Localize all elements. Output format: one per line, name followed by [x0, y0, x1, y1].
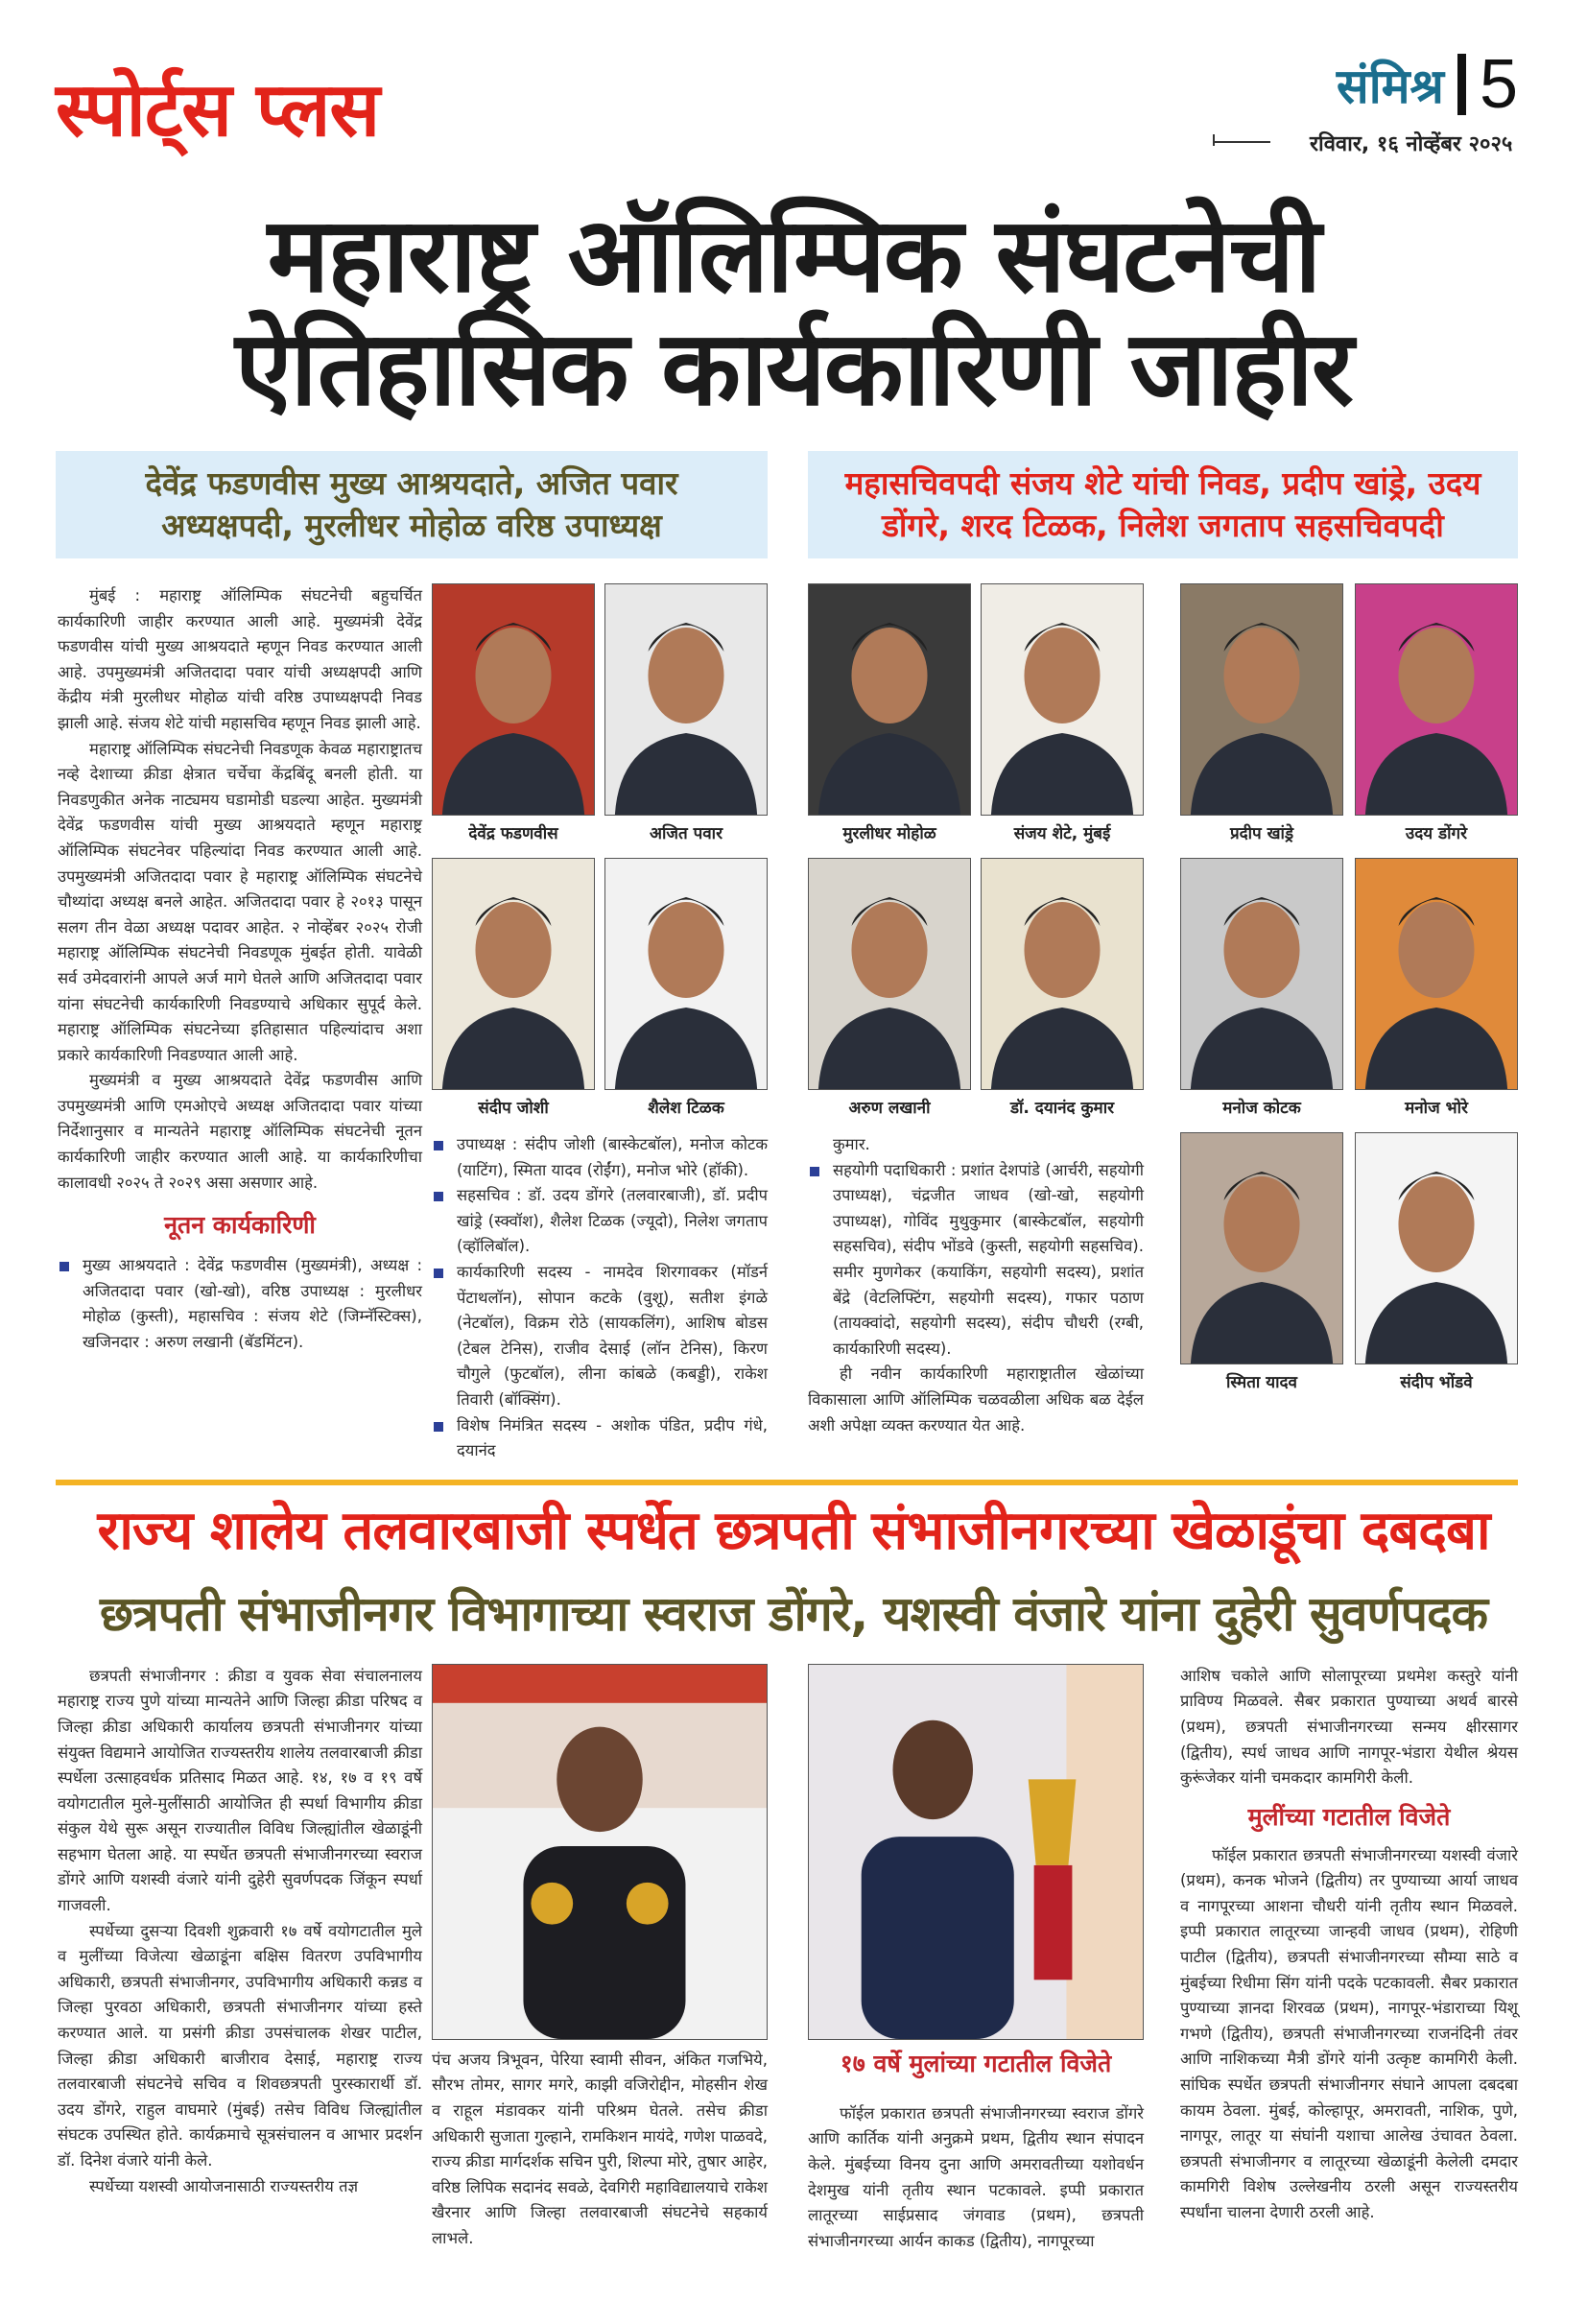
- bullet-item: सहसचिव : डॉ. उदय डोंगरे (तलवारबाजी), डॉ. प्रदीप खांड्रे (स्क्वॉश), शैलेश टिळक (ज्यूदो), निलेश जगताप (व्हॉलिबॉल).: [432, 1183, 768, 1260]
- subhead-right-box: [808, 451, 1518, 558]
- person-silhouette-icon: [605, 859, 767, 1089]
- bullet-item: मुख्य आश्रयदाते : देवेंद्र फडणवीस (मुख्यमंत्री), अध्यक्ष : अजितदादा पवार (खो-खो), वरिष्ठ उपाध्यक्ष : मुरलीधर मोहोळ (कुस्ती), महासचिव : संजय शेटे (जिम्नॅस्टिक्स), खजिनदार : अरुण लखानी (बॅडमिंटन).: [58, 1253, 422, 1355]
- person-silhouette-icon: [433, 859, 594, 1089]
- paragraph: फॉईल प्रकारात छत्रपती संभाजीनगरच्या स्वराज डोंगरे आणि कार्तिक यांनी अनुक्रमे प्रथम, द्वितीय स्थान संपादन केले. मुंबईच्या विनय दुना आणि अमरावतीच्या यशोवर्धन देशमुख यांनी तृतीय स्थान पटकावले. इप्पी प्रकारात लातूरच्या साईप्रसाद जंगवाड (प्रथम), छत्रपती संभाजीनगरच्या आर्यन काकड (द्वितीय), नागपूरच्या: [808, 2103, 1144, 2250]
- photo-row: [1180, 583, 1518, 844]
- portrait-photo: [1355, 1132, 1518, 1364]
- photo-group: [432, 583, 768, 1119]
- photo-caption: अरुण लखानी: [848, 1099, 931, 1118]
- bullet-item: विशेष निमंत्रित सदस्य - अशोक पंडित, प्रदीप गंधे, दयानंद: [432, 1413, 768, 1464]
- section-divider: [1457, 54, 1466, 115]
- person-silhouette-icon: [605, 584, 767, 815]
- portrait-photo: [1180, 583, 1343, 816]
- person-silhouette-icon: [982, 584, 1143, 815]
- photo-caption: देवेंद्र फडणवीस: [468, 824, 558, 843]
- page-number: 5: [1479, 46, 1518, 123]
- photo-row: [1180, 1132, 1518, 1393]
- story2-column-3-text: [808, 2101, 1144, 2255]
- masthead-title: स्पोर्ट्स प्लस: [56, 67, 380, 154]
- portrait-photo: [981, 583, 1144, 816]
- portrait: [808, 858, 971, 1119]
- section-label: [1337, 46, 1518, 123]
- photo-caption: डॉ. दयानंद कुमार: [1009, 1099, 1115, 1118]
- portrait-photo: [1180, 858, 1343, 1090]
- closing-paragraph: ही नवीन कार्यकारिणी महाराष्ट्रातील खेळांच्या विकासाला आणि ऑलिम्पिक चळवळीला अधिक बळ देईल अशी अपेक्षा व्यक्त करण्यात येत आहे.: [808, 1364, 1144, 1435]
- portrait-photo: [604, 583, 768, 816]
- portrait-photo: [1180, 1132, 1343, 1364]
- portrait: [1355, 858, 1518, 1119]
- portrait: [1355, 1132, 1518, 1393]
- main-headline-line2: ऐतिहासिक कार्यकारिणी जाहीर: [235, 309, 1352, 429]
- story1-body: [58, 583, 1587, 1464]
- story2-column-1: [58, 1664, 422, 2199]
- person-silhouette-icon: [809, 859, 970, 1089]
- photo-row: [808, 583, 1144, 844]
- photo-group: [808, 583, 1144, 1119]
- photo-caption: संजय शेटे, मुंबई: [1013, 824, 1111, 843]
- photo-caption: शैलेश टिळक: [648, 1099, 724, 1118]
- paragraph: छत्रपती संभाजीनगर : क्रीडा व युवक सेवा संचालनालय महाराष्ट्र राज्य पुणे यांच्या मान्यतेने आणि जिल्हा क्रीडा परिषद व जिल्हा क्रीडा अधिकारी कार्यालय छत्रपती संभाजीनगर यांच्या संयुक्त विद्यमाने आयोजित राज्यस्तरीय शालेय तलवारबाजी क्रीडा स्पर्धेला उत्साहवर्धक प्रतिसाद मिळत आहे. १४, १७ व १९ वर्षे वयोगटातील मुले-मुलींसाठी आयोजित ही स्पर्धा विभागीय क्रीडा संकुल येथे सुरू असून राज्यातील विविध जिल्ह्यांतील खेळाडूंनी सहभाग घेतला आहे. या स्पर्धेत छत्रपती संभाजीनगरच्या स्वराज डोंगरे आणि यशस्वी वंजारे यांनी दुहेरी सुवर्णपदक जिंकून स्पर्धा गाजवली.: [58, 1666, 422, 1915]
- photo-caption: मनोज भोरे: [1405, 1099, 1468, 1118]
- story2-headline: राज्य शालेय तलवारबाजी स्पर्धेत छत्रपती संभाजीनगरच्या खेळाडूंचा दबदबा: [97, 1499, 1490, 1562]
- person-silhouette-icon: [1181, 584, 1342, 815]
- story1-column-2: [432, 583, 768, 1464]
- photo-girl-medalist: [432, 1664, 768, 2040]
- person-silhouette-icon: [1181, 1133, 1342, 1364]
- photo-caption: मनोज कोटक: [1222, 1099, 1301, 1118]
- portrait: [808, 583, 971, 844]
- photo-caption: प्रदीप खांड्रे: [1229, 824, 1294, 843]
- story2-column-3: [808, 1664, 1144, 2255]
- person-silhouette-icon: [1356, 584, 1517, 815]
- paragraph: पंच अजय त्रिभूवन, पेरिया स्वामी सीवन, अंकित गजभिये, सौरभ तोमर, सागर मगरे, काझी वजिरोद्दीन, मोहसीन शेख व राहूल मंडावकर यांनी परिश्रम घेतले. तसेच क्रीडा अधिकारी सुजाता गुल्हाने, रामकिशन मायंदे, गणेश पाळवदे, राज्य क्रीडा मार्गदर्शक सचिन पुरी, शिल्पा मोरे, तुषार आहेर, वरिष्ठ लिपिक सदानंद सवळे, देवगिरी महाविद्यालयाचे राकेश खैरनार आणि जिल्हा तलवारबाजी संघटनेचे सहकार्य लाभले.: [432, 2050, 768, 2247]
- subhead-left: देवेंद्र फडणवीस मुख्य आश्रयदाते, अजित पवार अध्यक्षपदी, मुरलीधर मोहोळ वरिष्ठ उपाध्यक्ष: [145, 464, 678, 544]
- portrait-photo: [1355, 858, 1518, 1090]
- portrait: [981, 583, 1144, 844]
- photo-boy-trophy: [808, 1664, 1144, 2040]
- photo-caption: उदय डोंगरे: [1405, 824, 1468, 843]
- portrait-photo: [432, 583, 595, 816]
- story2-column-2: [432, 1664, 768, 2252]
- portrait: [981, 858, 1144, 1119]
- portrait: [432, 858, 595, 1119]
- paragraph: फॉईल प्रकारात छत्रपती संभाजीनगरच्या यशस्वी वंजारे (प्रथम), कनक भोजने (द्वितीय) तर पुण्याच्या आर्या जाधव व नागपूरच्या आशना चौधरी यांनी तृतीय स्थान मिळवले. इप्पी प्रकारात लातूरच्या जान्हवी जाधव (प्रथम), रोहिणी पाटील (द्वितीय), छत्रपती संभाजीनगरच्या सौम्या साठे व मुंबईच्या रिधीमा सिंग यांनी पदके पटकावली. सैबर प्रकारात पुण्याच्या ज्ञानदा शिरवळ (प्रथम), नागपूर-भंडाराच्या यिशू गभणे (द्वितीय), छत्रपती संभाजीनगरच्या राजनंदिनी तंवर आणि नाशिकच्या मैत्री डोंगरे यांनी उत्कृष्ट कामगिरी केली. सांघिक स्पर्धेत छत्रपती संभाजीनगर संघाने आपला दबदबा कायम ठेवला. मुंबई, कोल्हापूर, अमरावती, नाशिक, पुणे, नागपूर, लातूर या संघांनी यशाचा आलेख उंचावत ठेवला. छत्रपती संभाजीनगर व लातूरच्या खेळाडूंनी केलेली दमदार कामगिरी विशेष उल्लेखनीय ठरली असून राज्यस्तरीय स्पर्धांना चालना देणारी ठरली आहे.: [1180, 1845, 1518, 2221]
- kicker-boys-winners: १७ वर्षे मुलांच्या गटातील विजेते: [840, 2049, 1112, 2077]
- person-silhouette-icon: [433, 584, 594, 815]
- subhead-left-box: [56, 451, 768, 558]
- subhead-right: महासचिवपदी संजय शेटे यांची निवड, प्रदीप खांड्रे, उदय डोंगरे, शरद टिळक, निलेश जगताप सहसचिवपदी: [844, 464, 1481, 544]
- story2-column-2-text: [432, 2048, 768, 2252]
- section-name: संमिश्र: [1336, 59, 1444, 114]
- portrait: [1180, 583, 1343, 844]
- main-headline-line1: महाराष्ट्र ऑलिम्पिक संघटनेची: [267, 196, 1320, 316]
- person-silhouette-icon: [1356, 859, 1517, 1089]
- portrait-photo: [432, 858, 595, 1090]
- story2-body: [58, 1664, 1587, 2255]
- photo-group: [1180, 583, 1518, 1393]
- paragraph: स्पर्धेच्या दुसऱ्या दिवशी शुक्रवारी १७ वर्षे वयोगटातील मुले व मुलींच्या विजेत्या खेळाडूंना बक्षिस वितरण उपविभागीय अधिकारी, छत्रपती संभाजीनगर, उपविभागीय अधिकारी कन्नड व जिल्हा पुरवठा अधिकारी, छत्रपती संभाजीनगर यांच्या हस्ते करण्यात आले. या प्रसंगी क्रीडा उपसंचालक शेखर पाटील, जिल्हा क्रीडा अधिकारी बाजीराव देसाई, महाराष्ट्र राज्य तलवारबाजी संघटनेचे सचिव व शिवछत्रपती पुरस्कारार्थी डॉ. उदय डोंगरे, राहुल वाघमारे (मुंबई) तसेच विविध जिल्ह्यांतील संघटक उपस्थित होते. कार्यक्रमाचे सूत्रसंचालन व आभार प्रदर्शन डॉ. दिनेश वंजारे यांनी केले.: [58, 1921, 422, 2170]
- portrait: [1180, 858, 1343, 1119]
- story1-column-3: [808, 583, 1144, 1438]
- photo-caption: संदीप जोशी: [478, 1099, 549, 1118]
- photo-row: [432, 583, 768, 844]
- person-silhouette-icon: [1356, 1133, 1517, 1364]
- person-silhouette-icon: [1181, 859, 1342, 1089]
- photo-row: [808, 858, 1144, 1119]
- story2-column-4: [1180, 1664, 1518, 2226]
- story1-bullets: [432, 1132, 768, 1464]
- bullet-item: उपाध्यक्ष : संदीप जोशी (बास्केटबॉल), मनोज कोटक (याटिंग), स्मिता यादव (रोईंग), मनोज भोरे (हॉकी).: [432, 1132, 768, 1183]
- subhead-row: [56, 451, 1518, 558]
- trophy-photo-icon: [809, 1665, 1143, 2039]
- portrait: [604, 583, 768, 844]
- portrait-photo: [604, 858, 768, 1090]
- portrait: [432, 583, 595, 844]
- portrait: [1355, 583, 1518, 844]
- story1-bullets-continued: [808, 1132, 1144, 1438]
- paragraph: महाराष्ट्र ऑलिम्पिक संघटनेची निवडणूक केवळ महाराष्ट्रातच नव्हे देशाच्या क्रीडा क्षेत्रात चर्चेचा केंद्रबिंदू बनली होती. या निवडणुकीत अनेक नाट्यमय घडामोडी घडल्या आहेत. मुख्यमंत्री देवेंद्र फडणवीस यांची मुख्य आश्रयदाते म्हणून महाराष्ट्र ऑलिम्पिक संघटनेवर पहिल्यांदा निवड करण्यात आली आहे. उपमुख्यमंत्री अजितदादा पवार हे महाराष्ट्र ऑलिम्पिक संघटनेचे चौथ्यांदा अध्यक्ष बनले आहेत. अजितदादा पवार हे २०१३ पासून सलग तीन वेळा अध्यक्ष पदावर आहेत. २ नोव्हेंबर २०२५ रोजी महाराष्ट्र ऑलिम्पिक संघटनेची निवडणूक मुंबईत होती. यावेळी सर्व उमेदवारांनी आपले अर्ज मागे घेतले आणि अजितदादा पवार यांना संघटनेची कार्यकारिणी निवडण्याचे अधिकार सुपूर्द केले. महाराष्ट्र ऑलिम्पिक संघटनेच्या इतिहासात पहिल्यांदाच अशा प्रकारे कार्यकारिणी निवडण्यात आली आहे.: [58, 739, 422, 1064]
- paragraph: आशिष चकोले आणि सोलापूरच्या प्रथमेश कस्तुरे यांनी प्राविण्य मिळवले. सैबर प्रकारात पुण्याच्या अथर्व बारसे (प्रथम), छत्रपती संभाजीनगरच्या सन्मय क्षीरसागर (द्वितीय), स्पर्ध जाधव आणि नागपूर-भंडारा येथील श्रेयस कुरूंजेकर यांनी चमकदार कामगिरी केली.: [1180, 1666, 1518, 1788]
- issue-date: रविवार, १६ नोव्हेंबर २०२५: [1310, 132, 1513, 156]
- bottom-margin: [0, 2254, 1587, 2292]
- paragraph: मुंबई : महाराष्ट्र ऑलिम्पिक संघटनेची बहुचर्चित कार्यकारिणी जाहीर करण्यात आली आहे. मुख्यमंत्री देवेंद्र फडणवीस यांची मुख्य आश्रयदाते म्हणून निवड करण्यात आली आहे. उपमुख्यमंत्री अजितदादा पवार यांची अध्यक्षपदी आणि केंद्रीय मंत्री मुरलीधर मोहोळ यांची वरिष्ठ उपाध्यक्षपदी निवड झाली आहे. संजय शेटे यांची महासचिव म्हणून निवड झाली आहे.: [58, 586, 422, 732]
- photo-caption: मुरलीधर मोहोळ: [842, 824, 936, 843]
- photo-row: [1180, 858, 1518, 1119]
- story1-column-4: [1180, 583, 1518, 1407]
- person-silhouette-icon: [982, 859, 1143, 1089]
- date-rule-cap: [1213, 134, 1215, 146]
- portrait-photo: [808, 583, 971, 816]
- bullet-item: कार्यकारिणी सदस्य - नामदेव शिरगावकर (मॉडर्न पेंटाथलॉन), सोपान कटके (वुशू), सतीश इंगळे (नेटबॉल), विक्रम रोठे (सायकलिंग), आशिष बोडस (टेबल टेनिस), राजीव देसाई (लॉन टेनिस), किरण चौगुले (फुटबॉल), लीना कांबळे (कबड्डी), राकेश तिवारी (बॉक्सिंग).: [432, 1260, 768, 1413]
- photo-caption: संदीप भोंडवे: [1400, 1373, 1473, 1392]
- paragraph: मुख्यमंत्री व मुख्य आश्रयदाते देवेंद्र फडणवीस आणि उपमुख्यमंत्री आणि एमओएचे अध्यक्ष अजितदादा पवार यांच्या निर्देशानुसार व मान्यतेने महाराष्ट्र ऑलिम्पिक संघटनेची नूतन कार्यकारिणी जाहीर करण्यात आली आहे. या कार्यकारिणीचा कालावधी २०२५ ते २०२९ असा असणार आहे.: [58, 1071, 422, 1192]
- person-silhouette-icon: [809, 584, 970, 815]
- portrait-photo: [808, 858, 971, 1090]
- bullet-item: सहयोगी पदाधिकारी : प्रशांत देशपांडे (आर्चरी, सहयोगी उपाध्यक्ष), चंद्रजीत जाधव (खो-खो, सहयोगी उपाध्यक्ष), गोविंद मुथुकुमार (बास्केटबॉल, सहयोगी सहसचिव), संदीप भोंडवे (कुस्ती, सहयोगी सहसचिव). समीर मुणगेकर (कयाकिंग, सहयोगी सदस्य), प्रशांत बेंद्रे (वेटलिफ्टिंग, सहयोगी सदस्य), गफार पठाण (तायक्वांदो, सहयोगी सदस्य), संदीप चौधरी (रग्बी, कार्यकारिणी सदस्य).: [808, 1158, 1144, 1363]
- kicker-girls-winners: मुलींच्या गटातील विजेते: [1247, 1802, 1451, 1831]
- section-rule: [56, 1480, 1518, 1485]
- photo-caption: अजित पवार: [649, 824, 723, 843]
- portrait-photo: [1355, 583, 1518, 816]
- paragraph: स्पर्धेच्या यशस्वी आयोजनासाठी राज्यस्तरीय तज्ञ: [89, 2176, 359, 2195]
- photo-row: [432, 858, 768, 1119]
- story1-column-1: [58, 583, 422, 1356]
- story2-subheadline: छत्रपती संभाजीनगर विभागाच्या स्वराज डोंगरे, यशस्वी वंजारे यांना दुहेरी सुवर्णपदक: [100, 1585, 1487, 1642]
- portrait: [1180, 1132, 1343, 1393]
- photo-caption: स्मिता यादव: [1226, 1373, 1297, 1392]
- date-rule: [1213, 141, 1270, 143]
- medalist-photo-icon: [433, 1665, 767, 2039]
- masthead: [0, 0, 1587, 188]
- portrait-photo: [981, 858, 1144, 1090]
- portrait: [604, 858, 768, 1119]
- kicker-new-executive: नूतन कार्यकारिणी: [164, 1211, 316, 1240]
- bullet-continuation: कुमार.: [833, 1135, 870, 1153]
